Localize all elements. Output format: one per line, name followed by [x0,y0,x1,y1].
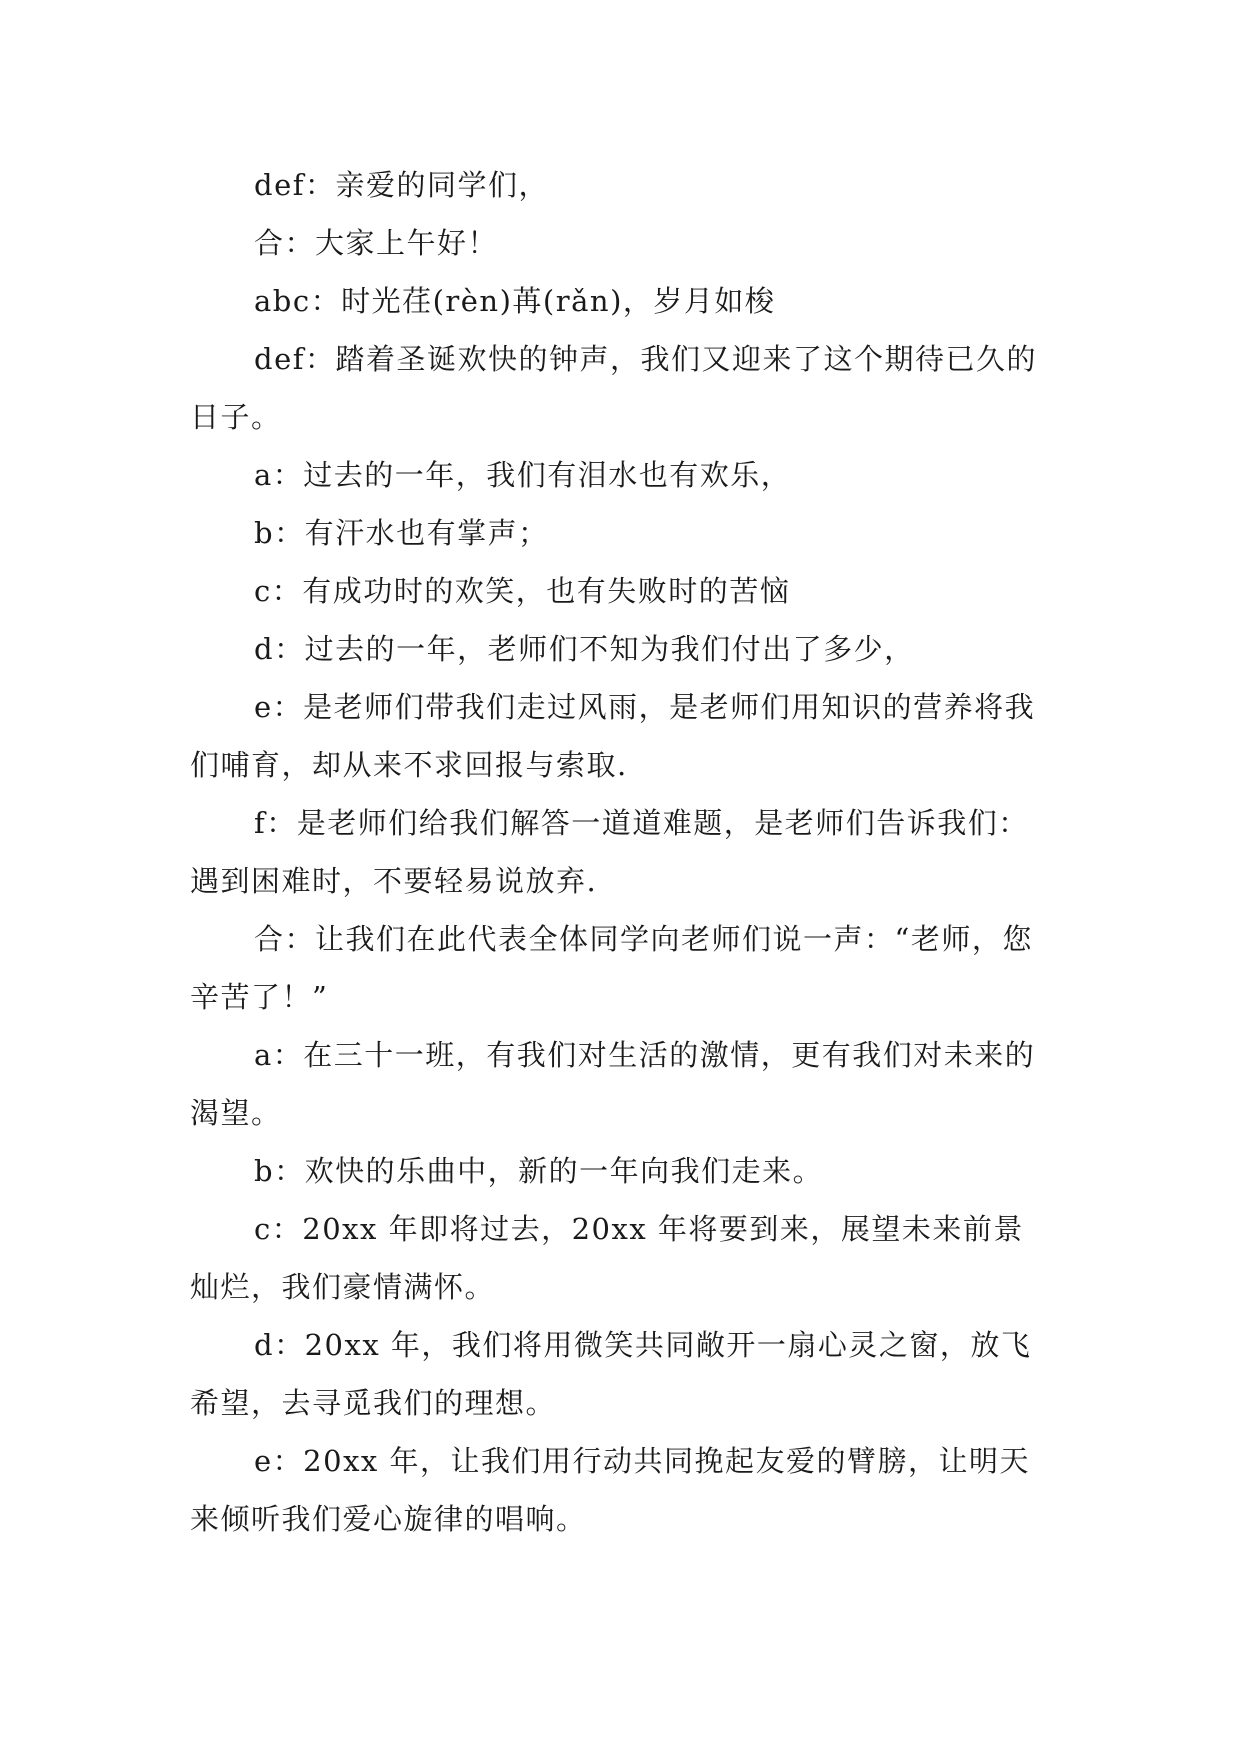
paragraph-13: b：欢快的乐曲中，新的一年向我们走来。 [254,1154,824,1188]
paragraph-12: a：在三十一班，有我们对生活的激情，更有我们对未来的渴望。 [190,1038,1036,1130]
paragraph-9: e：是老师们带我们走过风雨，是老师们用知识的营养将我们哺育，却从来不求回报与索取. [190,690,1036,782]
paragraph-2: 合：大家上午好！ [254,226,499,260]
paragraph-15: d：20xx 年，我们将用微笑共同敞开一扇心灵之窗，放飞希望，去寻觅我们的理想。 [190,1328,1032,1420]
paragraph-16: e：20xx 年，让我们用行动共同挽起友爱的臂膀，让明天来倾听我们爱心旋律的唱响。 [190,1444,1030,1536]
paragraph-6: b：有汗水也有掌声； [254,516,549,550]
paragraph-8: d：过去的一年，老师们不知为我们付出了多少， [254,632,915,666]
paragraph-10: f：是老师们给我们解答一道道难题，是老师们告诉我们：遇到困难时，不要轻易说放弃. [190,806,1029,898]
paragraph-3: abc：时光荏(rèn)苒(rǎn)，岁月如梭 [254,284,776,318]
paragraph-4: def：踏着圣诞欢快的钟声，我们又迎来了这个期待已久的日子。 [190,342,1037,434]
paragraph-7: c：有成功时的欢笑，也有失败时的苦恼 [254,574,791,608]
paragraph-5: a：过去的一年，我们有泪水也有欢乐， [254,458,792,492]
paragraph-1: def：亲爱的同学们， [254,168,549,202]
document-body [190,156,1050,1548]
paragraph-14: c：20xx 年即将过去，20xx 年将要到来，展望未来前景灿烂，我们豪情满怀。 [190,1212,1024,1304]
paragraph-11: 合：让我们在此代表全体同学向老师们说一声：“老师，您辛苦了！” [190,922,1033,1014]
